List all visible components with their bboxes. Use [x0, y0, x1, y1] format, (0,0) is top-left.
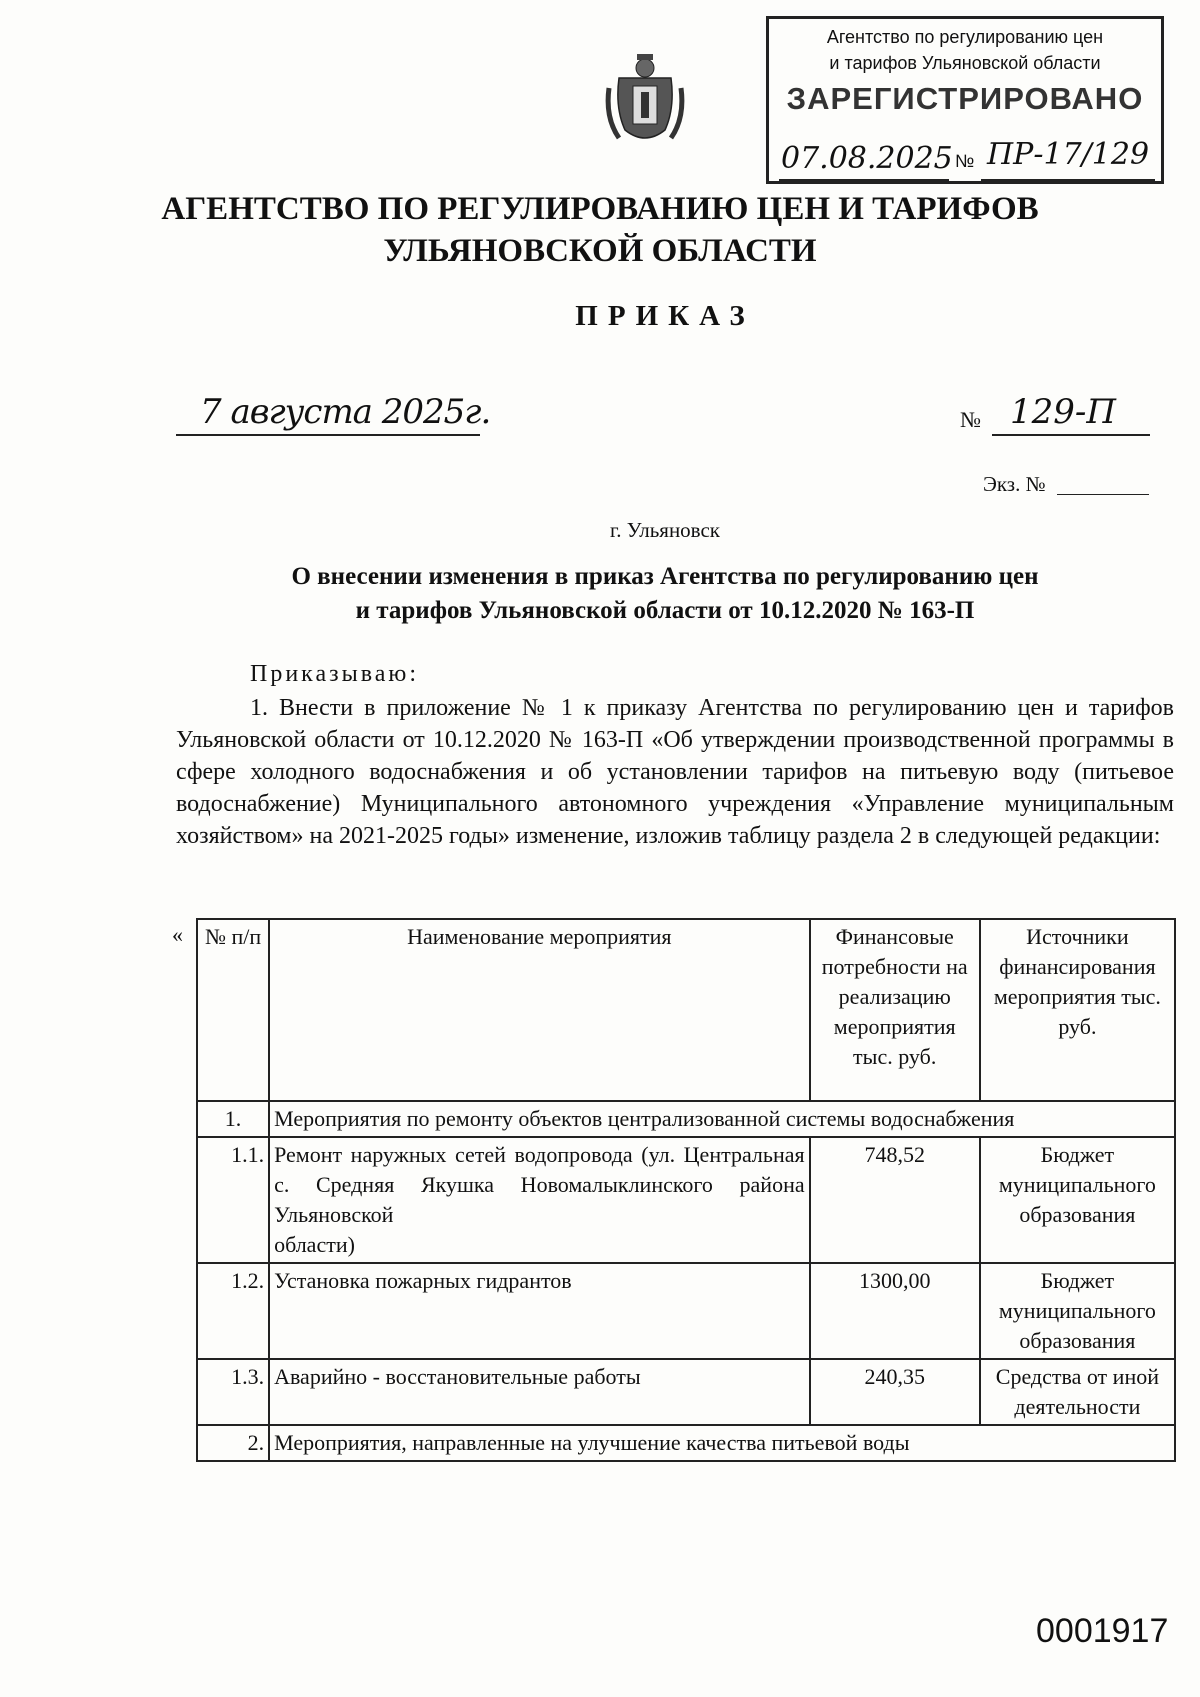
- agency-name: [100, 188, 1100, 272]
- stamp-status: ЗАРЕГИСТРИРОВАНО: [786, 81, 1144, 116]
- table-section-row: [197, 1425, 1175, 1461]
- section2-title: Мероприятия, направленные на улучшение качества питьевой воды: [269, 1425, 1175, 1461]
- stamp-agency-line2: и тарифов Ульяновской области: [829, 53, 1101, 73]
- row-cost: 240,35: [810, 1359, 980, 1425]
- section2-no: 2.: [197, 1425, 269, 1461]
- order-subject: [200, 560, 1130, 628]
- registration-stamp: [766, 16, 1164, 184]
- serial-number: 0001917: [1036, 1612, 1169, 1650]
- header-cost: Финансовые потребности на реализацию мероприятия тыс. руб.: [810, 919, 980, 1101]
- row-name: Аварийно - восстановительные работы: [269, 1359, 810, 1425]
- header-name: Наименование мероприятия: [269, 919, 810, 1101]
- row-no: 1.3.: [197, 1359, 269, 1425]
- order-subject-line1: О внесении изменения в приказ Агентства по регулированию цен: [291, 563, 1039, 590]
- orders-word: Приказываю:: [250, 661, 419, 687]
- row-name-main: Ремонт наружных сетей водопровода (ул. Центральная с. Средняя Якушка Новомалыклинского района Ульяновской: [274, 1142, 805, 1227]
- city: г. Ульяновск: [609, 518, 720, 542]
- table-row: [197, 1137, 1175, 1263]
- agency-name-line2: УЛЬЯНОВСКОЙ ОБЛАСТИ: [383, 233, 817, 269]
- measures-table: [196, 918, 1176, 1462]
- copy-number-blank: [1057, 494, 1149, 495]
- agency-name-line1: АГЕНТСТВО ПО РЕГУЛИРОВАНИЮ ЦЕН И ТАРИФОВ: [161, 191, 1039, 227]
- paragraph-1-text: 1. Внести в приложение № 1 к приказу Агентства по регулированию цен и тарифов Ульяновской области от 10.12.2020 № 163-П «Об утверждении производственной программы в сфере холодного водоснабжения и об установлении тарифов на питьевую воду (питьевое водоснабжение) Муниципального автономного учреждения «Управление муниципальным хозяйством» на 2021-2025 годы» изменение, изложив таблицу раздела 2 в следующей редакции:: [176, 695, 1174, 849]
- table-row: [197, 1263, 1175, 1359]
- document-type-title: ПРИКАЗ: [575, 300, 755, 332]
- row-name: Установка пожарных гидрантов: [269, 1263, 810, 1359]
- row-no: 1.1.: [197, 1137, 269, 1263]
- stamp-number-label: №: [955, 151, 975, 171]
- row-source: Бюджет муниципального образования: [980, 1137, 1175, 1263]
- row-name-last: области): [274, 1232, 355, 1257]
- section1-title: Мероприятия по ремонту объектов централизованной системы водоснабжения: [269, 1101, 1175, 1137]
- copy-number-label: Экз. №: [983, 472, 1046, 496]
- row-name: [269, 1137, 810, 1263]
- order-number-label: №: [960, 407, 981, 432]
- row-cost: 1300,00: [810, 1263, 980, 1359]
- header-no: № п/п: [197, 919, 269, 1101]
- stamp-number: ПР-17/129: [987, 137, 1150, 172]
- coat-of-arms-emblem: [605, 48, 685, 148]
- table-row: [197, 1359, 1175, 1425]
- table-header-row: [197, 919, 1175, 1101]
- row-source: Бюджет муниципального образования: [980, 1263, 1175, 1359]
- row-no: 1.2.: [197, 1263, 269, 1359]
- stamp-date: 07.08.2025: [781, 141, 953, 176]
- header-source: Источники финансирования мероприятия тыс. руб.: [980, 919, 1175, 1101]
- order-date-underline: [176, 434, 480, 436]
- order-subject-line2: и тарифов Ульяновской области от 10.12.2020 № 163-П: [355, 597, 975, 624]
- section1-no: 1.: [197, 1101, 269, 1137]
- order-number-underline: [992, 434, 1150, 436]
- row-source: Средства от иной деятельности: [980, 1359, 1175, 1425]
- table-section-row: [197, 1101, 1175, 1137]
- row-cost: 748,52: [810, 1137, 980, 1263]
- paragraph-1: [176, 692, 1174, 852]
- open-quote: «: [172, 922, 183, 947]
- order-number: 129-П: [1010, 392, 1117, 432]
- order-date: 7 августа 2025г.: [200, 392, 491, 432]
- stamp-agency-line1: Агентство по регулированию цен: [826, 27, 1104, 47]
